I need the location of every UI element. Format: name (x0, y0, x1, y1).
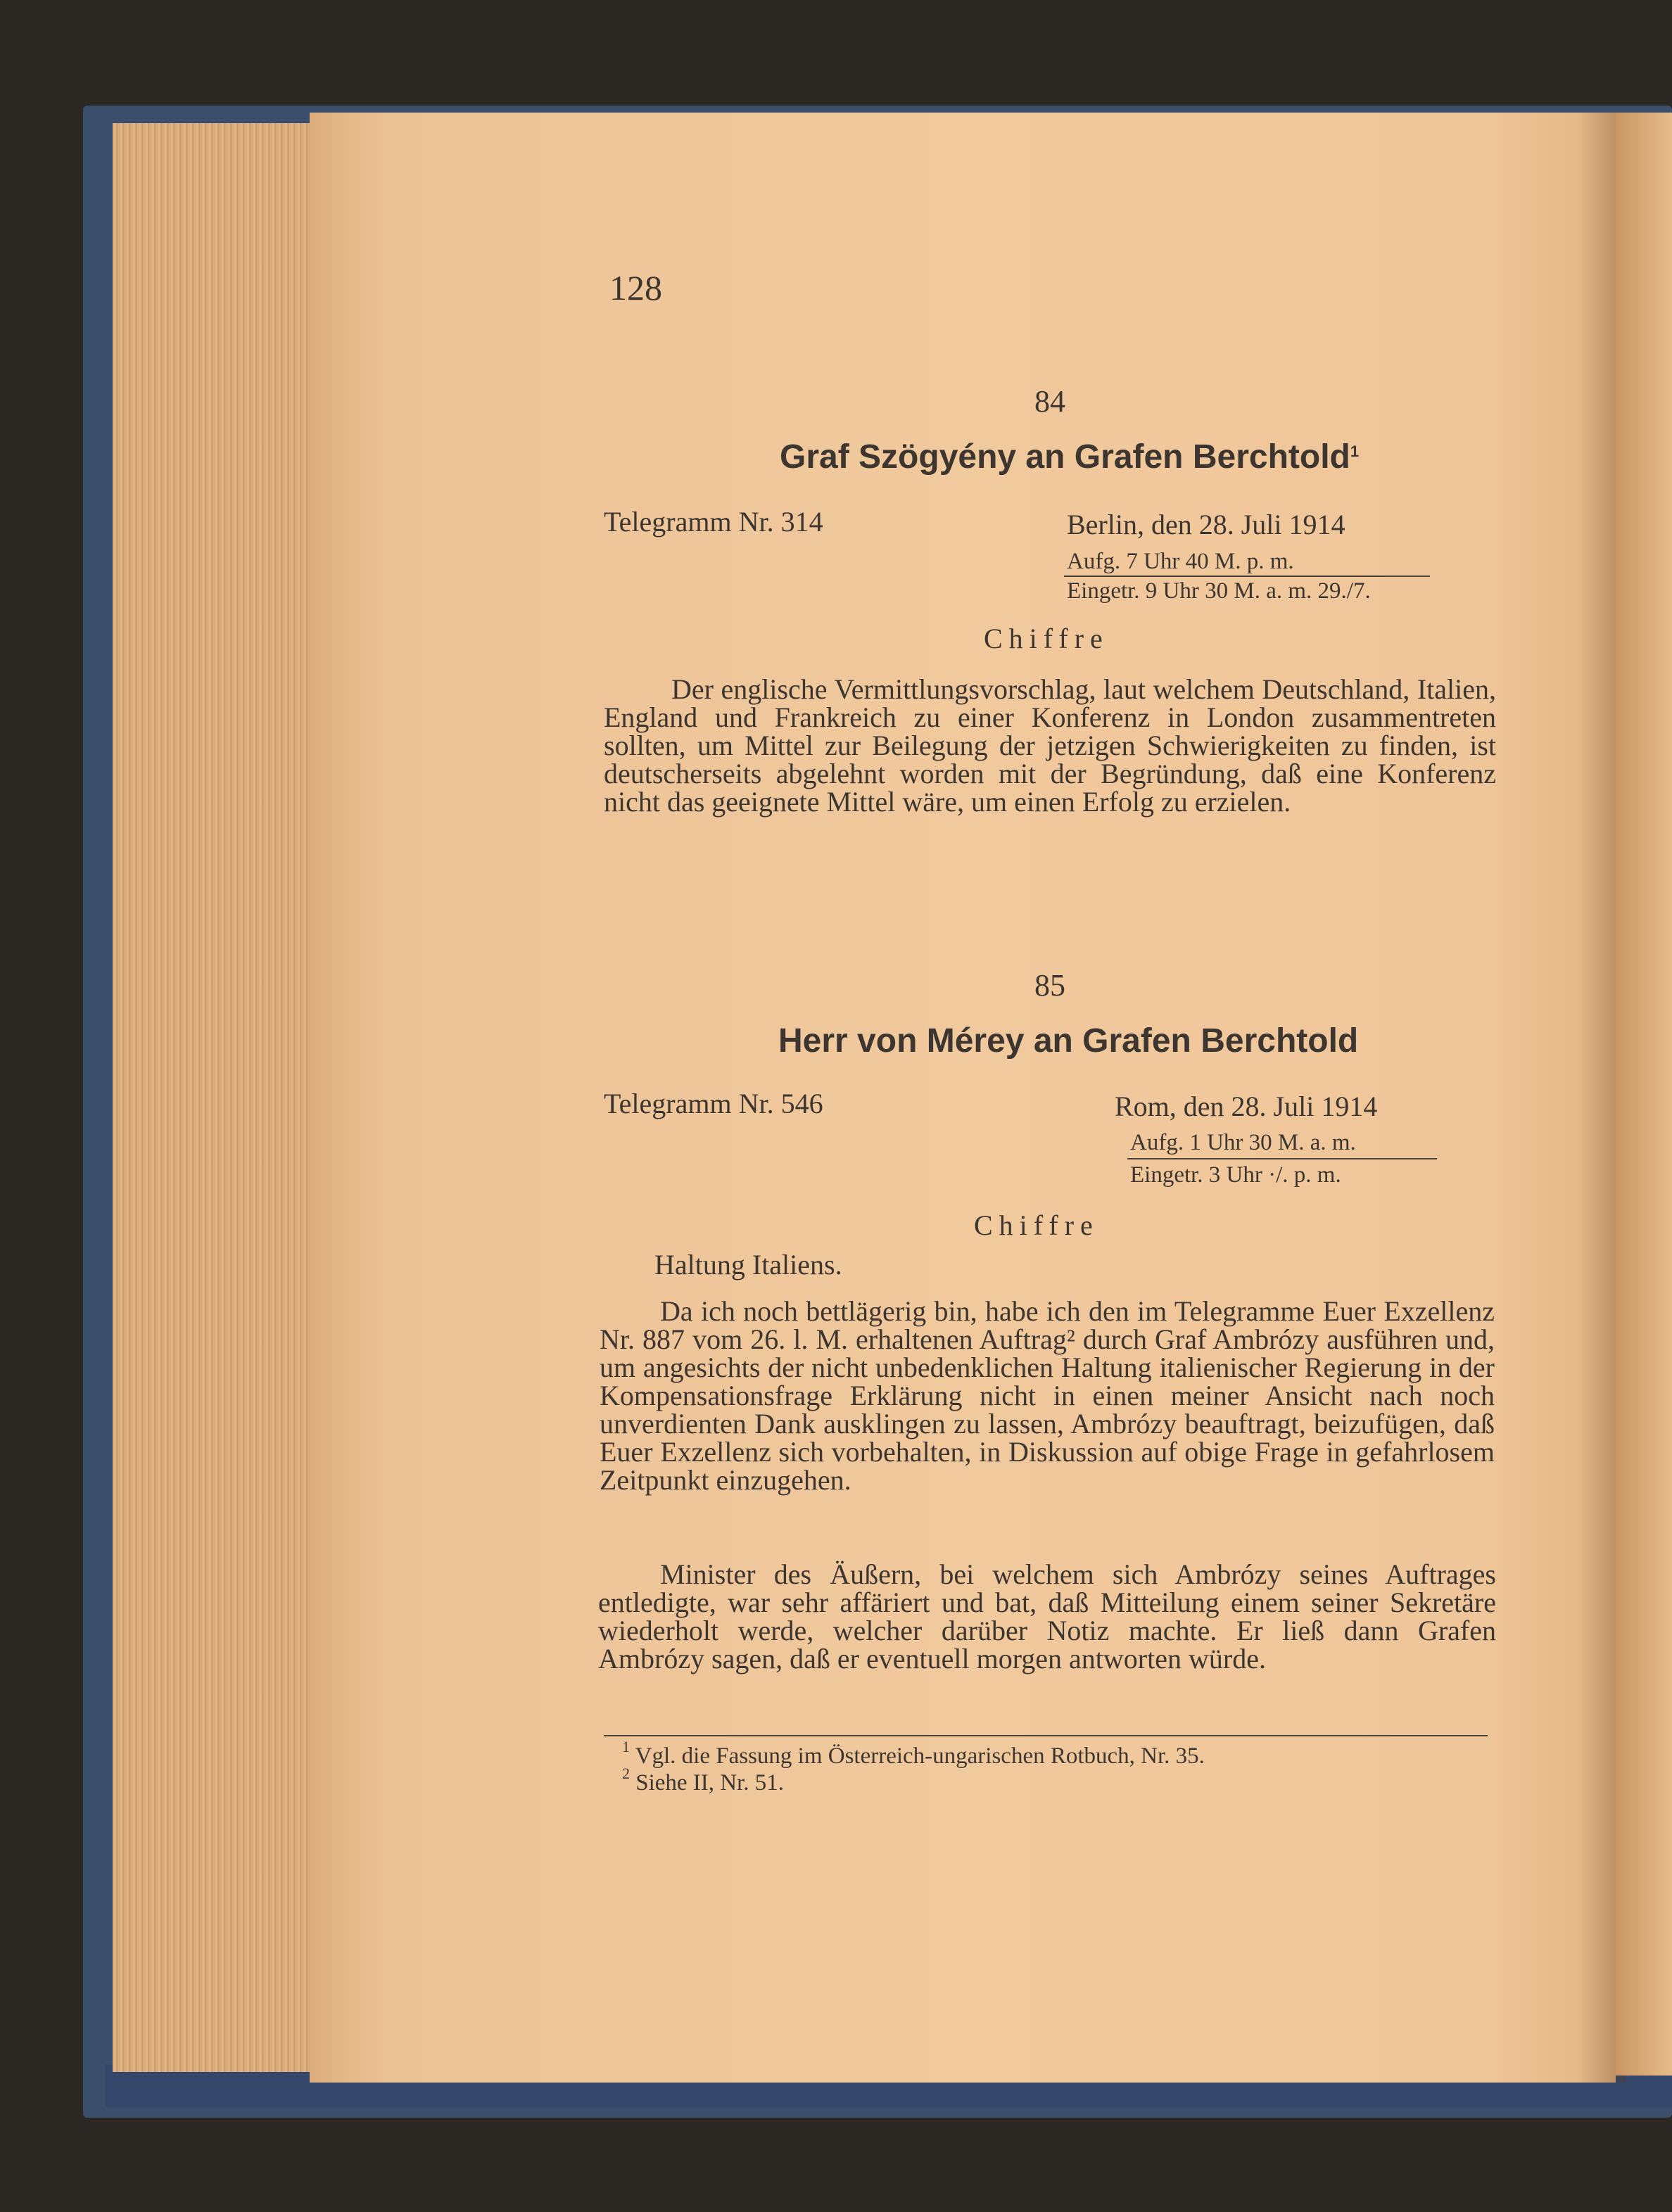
place-date: Rom, den 28. Juli 1914 (1115, 1091, 1378, 1122)
cipher-label: Chiffre (984, 623, 1109, 654)
telegram-number: Telegramm Nr. 546 (604, 1088, 823, 1119)
sent-time: Aufg. 7 Uhr 40 M. p. m. (1067, 549, 1294, 574)
received-time: Eingetr. 9 Uhr 30 M. a. m. 29./7. (1067, 578, 1371, 604)
document-heading (780, 438, 1359, 476)
telegram-number: Telegramm Nr. 314 (604, 506, 823, 538)
book-page (310, 113, 1616, 2083)
footnote-text: Siehe II, Nr. 51. (635, 1770, 785, 1795)
document-number: 84 (1034, 384, 1065, 419)
paragraph: Minister des Äußern, bei welchem sich Ambrózy seines Auftrages entledigte, war sehr affäriert und bat, daß Mitteilung einem seiner Sekretäre wiederholt werde, welcher darüber Notiz machte. Er ließ dann Grafen Ambrózy sagen, daß er eventuell morgen antworten würde. (598, 1558, 1496, 1674)
divider-line (1127, 1158, 1437, 1159)
footnote-mark: 1 (1350, 443, 1360, 460)
paragraph: Da ich noch bettlägerig bin, habe ich den im Telegramme Euer Exzellenz Nr. 887 vom 26. l. M. erhaltenen Auftrag² durch Graf Ambrózy ausführen und, um angesichts der nicht unbedenklichen Haltung italienischer Regierung in der Kompensationsfrage Erklärung nicht in einen meiner Ansicht nach noch unverdienten Dank ausklingen zu lassen, Ambrózy beauftragt, beizufügen, daß Euer Exzellenz sich vorbehalten, in Diskussion auf obige Frage in gefahrlosem Zeitpunkt einzugehen. (600, 1295, 1495, 1496)
paragraph: Der englische Vermittlungsvorschlag, laut welchem Deutschland, Italien, England und Frankreich zu einer Konferenz in London zusammentreten sollten, um Mittel zur Beilegung der jetzigen Schwierigkeiten zu finden, ist deutscherseits abgelehnt worden mit der Begründung, daß eine Konferenz nicht das geeignete Mittel wäre, um einen Erfolg zu erzielen. (604, 673, 1496, 818)
footnote-rule (604, 1735, 1488, 1736)
footnote-text: Vgl. die Fassung im Österreich-ungarischen Rotbuch, Nr. 35. (635, 1743, 1205, 1769)
heading-text: Graf Szögyény an Grafen Berchtold (780, 438, 1350, 476)
cipher-label: Chiffre (974, 1209, 1099, 1241)
page-number: 128 (609, 268, 662, 307)
document-heading: Herr von Mérey an Grafen Berchtold (778, 1022, 1359, 1060)
footnote (622, 1738, 1205, 1769)
footnote (622, 1765, 785, 1796)
subject-line: Haltung Italiens. (654, 1249, 842, 1280)
divider-line (1064, 576, 1430, 577)
page-edges (113, 123, 324, 2072)
footnote-mark: 1 (622, 1738, 630, 1755)
facing-page-edge (1616, 113, 1672, 2076)
received-time: Eingetr. 3 Uhr ·/. p. m. (1130, 1162, 1341, 1188)
footnote-mark: 2 (622, 1765, 630, 1782)
place-date: Berlin, den 28. Juli 1914 (1067, 509, 1345, 540)
sent-time: Aufg. 1 Uhr 30 M. a. m. (1130, 1130, 1356, 1155)
document-number: 85 (1034, 968, 1065, 1003)
